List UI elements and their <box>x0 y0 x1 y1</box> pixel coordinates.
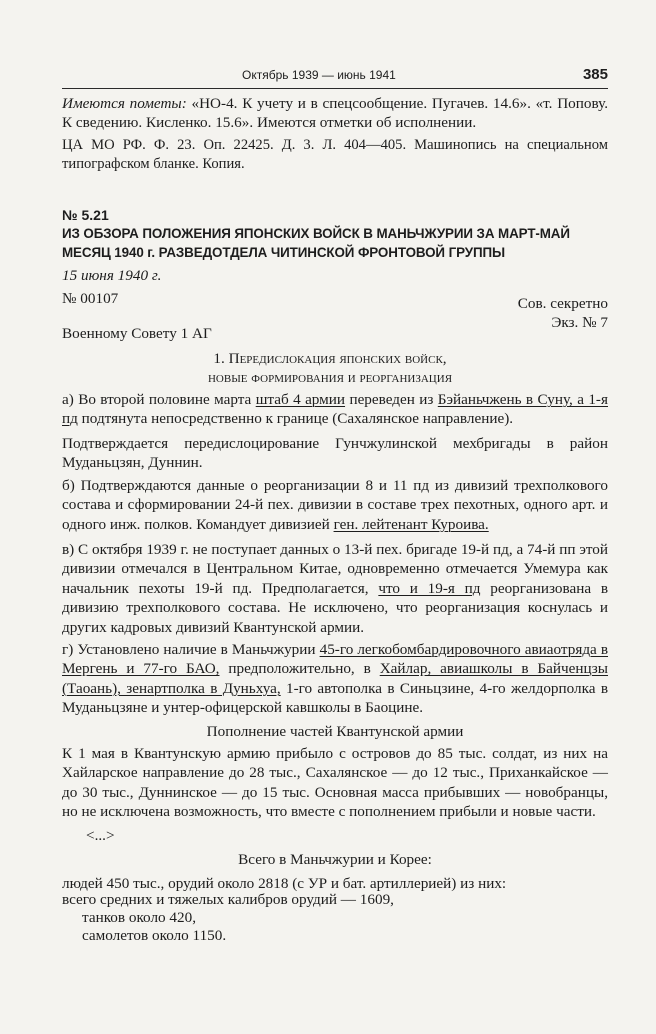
document-date: 15 июня 1940 г. <box>62 267 162 284</box>
text-run: подтянута непосредственно к границе (Сахалянское направление). <box>77 410 514 428</box>
doc-number: № 5.21 <box>62 207 109 223</box>
underlined-text: 45-го легкобомбардировочного авиаотряда в Мергень и 77-го БАО, <box>62 641 609 678</box>
copy-number: Экз. № 7 <box>551 314 608 332</box>
paragraph-confirm: Подтверждается передислоцирование Гунчжулинской мехбригады в район Муданьцзян, Дуннин. <box>62 435 608 472</box>
total-line: самолетов около 1150. <box>82 927 227 945</box>
marks-label: Имеются пометы: <box>62 95 187 112</box>
registration-number: № 00107 <box>62 290 119 307</box>
text-run: б) Подтверждаются данные о реорганизации 8 и 11 пд из дивизий трехполкового состава и сформировании 24-й пех. дивизии в составе трех пехотных, одного арт. и одного инж. полков. Командует дивизией <box>62 477 608 533</box>
underlined-text: Бэйаньчжень в Суну, а 1-я пд <box>62 391 608 428</box>
running-head-title: Октябрь 1939 — июнь 1941 <box>242 68 396 82</box>
text-run: переведен из <box>345 391 438 408</box>
secrecy-level: Сов. секретно <box>517 295 608 312</box>
underlined-text: что и 19-я пд <box>378 579 481 597</box>
total-line: танков около 420, <box>82 908 197 926</box>
subheading-replenishment: Пополнение частей Квантунской армии <box>206 723 464 740</box>
section-heading-line-1: 1. Передислокация японских войск, <box>213 350 447 367</box>
underlined-text: Хайлар, авиашколы в Байченцзы (Таоань), зенартполка в Дуньхуа, <box>62 660 609 697</box>
paragraph-a <box>62 390 608 429</box>
text-run: предположительно, в <box>219 660 380 678</box>
text-run: реорганизована в дивизию трехполкового состава. Не исключено, что реорганизация коснулась и других кадровых дивизий Квантунской армии. <box>62 579 608 636</box>
paragraph-v <box>62 540 608 637</box>
total-line: всего средних и тяжелых калибров орудий — 1609, <box>62 891 394 909</box>
page-number: 385 <box>582 66 608 83</box>
underlined-text: ген. лейтенант Куроива. <box>333 515 489 533</box>
total-line: людей 450 тыс., орудий около 2818 (с УР и бат. артиллерией) из них: <box>62 875 507 892</box>
text-run: 1-го автополка в Синьцзине, 4-го желдорполка в Муданьцзяне и унтер-офицерской кавшколы в Баоцине. <box>62 679 608 717</box>
total-heading: Всего в Маньчжурии и Корее: <box>238 851 432 868</box>
marks-text: «НО-4. К учету и в спецсообщение. Пугачев. 14.6». «т. Попову. К сведению. Кисленко. 15.6». Имеются отметки об исполнении. <box>62 95 609 132</box>
text-run: в) С октября 1939 г. не поступает данных о 13-й пех. бригаде 19-й пд, а 74-й пп этой дивизии отмечался в Центральном Китае, одновременно отмечается Умемура как начальник пехоты 19-й пд. Предполагается, <box>62 541 608 597</box>
section-heading <box>120 349 540 388</box>
addressee: Военному Совету 1 АГ <box>62 325 212 342</box>
document-number <box>62 206 608 225</box>
totals-list <box>62 874 608 946</box>
document-title: ИЗ ОБЗОРА ПОЛОЖЕНИЯ ЯПОНСКИХ ВОЙСК В МАНЬЧЖУРИИ ЗА МАРТ-МАЙ МЕСЯЦ 1940 г. РАЗВЕДОТДЕЛА ЧИТИНСКОЙ ФРОНТОВОЙ ГРУППЫ <box>62 226 570 260</box>
running-head <box>62 66 608 89</box>
paragraph-g <box>62 640 608 718</box>
previous-doc-marks <box>62 94 608 133</box>
paragraph-may: К 1 мая в Квантунскую армию прибыло с островов до 85 тыс. солдат, из них на Хайларское направление до 28 тыс., Сахалянское — до 12 тыс., Приханкайское — до 30 тыс., Дуннинское — до 15 тыс. Основная масса прибывших — новобранцы, но не исключена возможность, что вместе с пополнением прибыли и новые части. <box>62 745 608 821</box>
underlined-text: штаб 4 армии <box>255 391 346 408</box>
archive-source: ЦА МО РФ. Ф. 23. Оп. 22425. Д. 3. Л. 404—405. Машинопись на специальном типографском бланке. Копия. <box>62 137 608 173</box>
paragraph-b <box>62 476 608 534</box>
text-run: г) Установлено наличие в Маньчжурии <box>62 641 320 658</box>
text-run: а) Во второй половине марта <box>62 391 256 408</box>
ellipsis-mark: <...> <box>86 827 115 844</box>
section-heading-line-2: новые формирования и реорганизация <box>207 369 453 387</box>
